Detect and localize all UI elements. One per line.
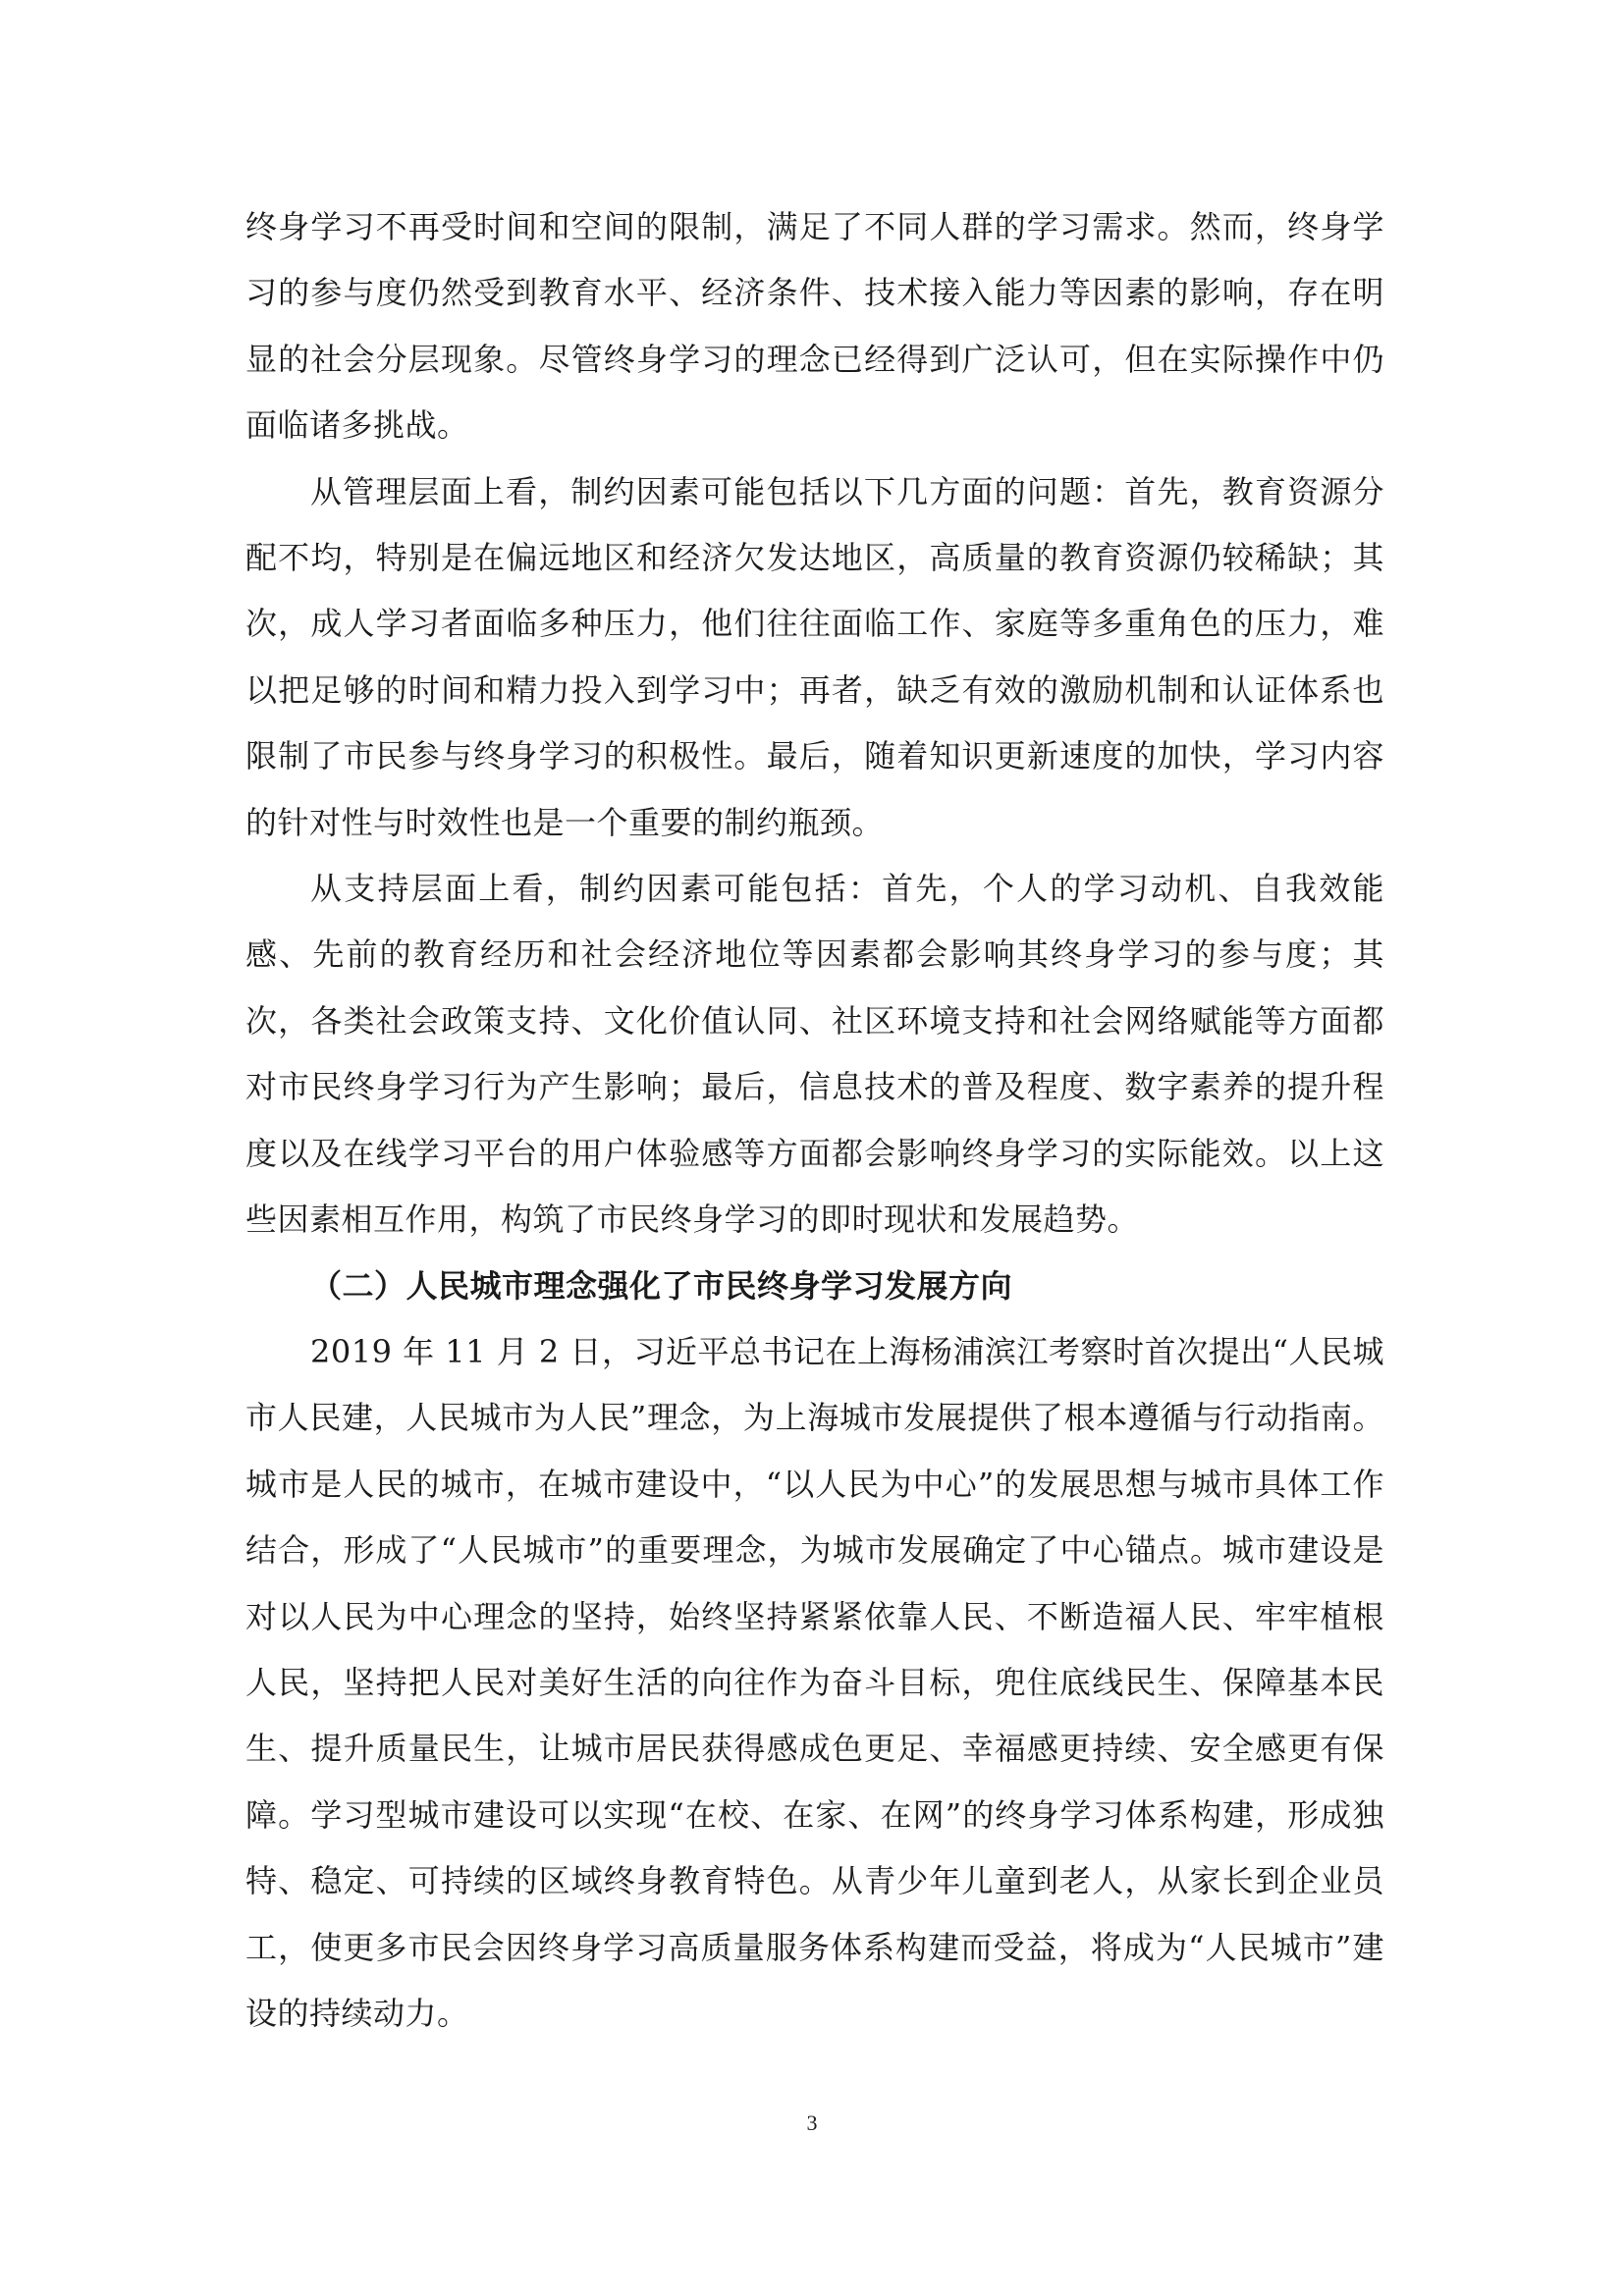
section-heading: （二）人民城市理念强化了市民终身学习发展方向: [310, 1266, 1013, 1305]
paragraph-management-factors: 从管理层面上看，制约因素可能包括以下几方面的问题：首先，教育资源分配不均，特别是在偏远地区和经济欠发达地区，高质量的教育资源仍较稀缺；其次，成人学习者面临多种压力，他们往往面临工作、家庭等多重角色的压力，难以把足够的时间和精力投入到学习中；再者，缺乏有效的激励机制和认证体系也限制了市民参与终身学习的积极性。最后，随着知识更新速度的加快，学习内容的针对性与时效性也是一个重要的制约瓶颈。: [245, 472, 1384, 841]
paragraph-support-factors: 从支持层面上看，制约因素可能包括：首先，个人的学习动机、自我效能感、先前的教育经历和社会经济地位等因素都会影响其终身学习的参与度；其次，各类社会政策支持、文化价值认同、社区环境支持和社会网络赋能等方面都对市民终身学习行为产生影响；最后，信息技术的普及程度、数字素养的提升程度以及在线学习平台的用户体验感等方面都会影响终身学习的实际能效。以上这些因素相互作用，构筑了市民终身学习的即时现状和发展趋势。: [245, 870, 1384, 1239]
body-text: [245, 194, 1384, 2047]
paragraph-continuation: 终身学习不再受时间和空间的限制，满足了不同人群的学习需求。然而，终身学习的参与度仍然受到教育水平、经济条件、技术接入能力等因素的影响，存在明显的社会分层现象。尽管终身学习的理念已经得到广泛认可，但在实际操作中仍面临诸多挑战。: [245, 208, 1384, 445]
page-number: 3: [806, 2110, 818, 2135]
paragraph-people-city: 2019 年 11 月 2 日，习近平总书记在上海杨浦滨江考察时首次提出“人民城市人民建，人民城市为人民”理念，为上海城市发展提供了根本遵循与行动指南。城市是人民的城市，在城市建设中，“以人民为中心”的发展思想与城市具体工作结合，形成了“人民城市”的重要理念，为城市发展确定了中心锚点。城市建设是对以人民为中心理念的坚持，始终坚持紧紧依靠人民、不断造福人民、牢牢植根人民，坚持把人民对美好生活的向往作为奋斗目标，兜住底线民生、保障基本民生、提升质量民生，让城市居民获得感成色更足、幸福感更持续、安全感更有保障。学习型城市建设可以实现“在校、在家、在网”的终身学习体系构建，形成独特、稳定、可持续的区域终身教育特色。从青少年儿童到老人，从家长到企业员工，使更多市民会因终身学习高质量服务体系构建而受益，将成为“人民城市”建设的持续动力。: [245, 1332, 1384, 2032]
